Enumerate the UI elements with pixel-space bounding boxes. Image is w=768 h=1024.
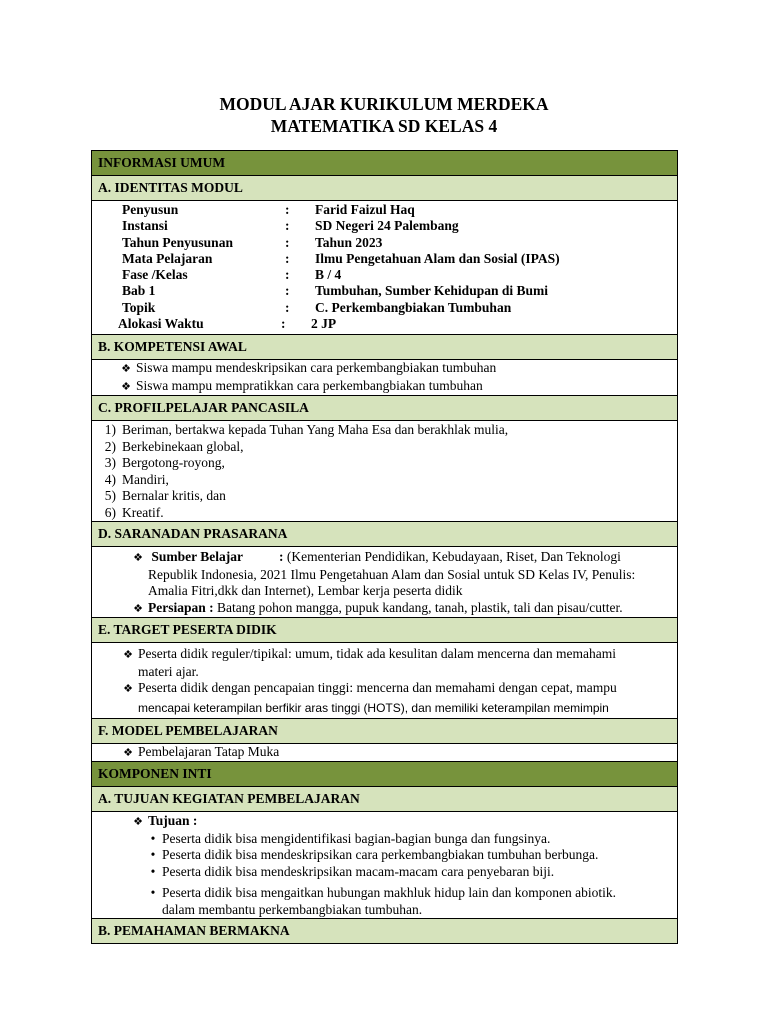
diamond-bullet-icon: ❖ [123, 683, 133, 695]
sumber-belajar-text-3: Amalia Fitri,dkk dan Internet), Lembar kerja peserta didik [148, 583, 463, 598]
kompetensi-item [116, 360, 677, 378]
identitas-row [92, 218, 677, 234]
kompetensi-item [116, 378, 677, 396]
identitas-value: Farid Faizul Haq [315, 202, 415, 217]
identitas-colon: : [285, 283, 290, 299]
model-item [118, 744, 677, 762]
diamond-bullet-icon: ❖ [121, 363, 131, 375]
profil-item-text: Beriman, bertakwa kepada Tuhan Yang Maha Esa dan berakhlak mulia, [122, 422, 509, 437]
profil-body [92, 421, 678, 522]
sarana-body [92, 547, 678, 618]
tujuan-item-cont: dalam membantu perkembangbiakan tumbuhan. [162, 901, 423, 917]
identitas-colon: : [285, 234, 290, 250]
profil-item [94, 439, 677, 456]
tujuan-item-text: Peserta didik bisa mendeskripsikan macam-macam cara penyebaran biji. [162, 863, 555, 879]
identitas-label: Penyusun [122, 202, 179, 217]
bullet-icon: • [150, 863, 156, 879]
tujuan-item-text: Peserta didik bisa mengidentifikasi bagian-bagian bunga dan fungsinya. [162, 830, 551, 846]
profil-list [92, 422, 677, 521]
tujuan-label: Tujuan : [148, 813, 198, 828]
target-item-2 [118, 680, 663, 698]
profil-item [94, 472, 677, 489]
identitas-row [92, 283, 677, 299]
identitas-row [92, 235, 677, 251]
section-tujuan-kegiatan: A. TUJUAN KEGIATAN PEMBELAJARAN [92, 787, 678, 812]
section-informasi-umum: INFORMASI UMUM [92, 151, 678, 176]
sumber-belajar-text-2: Republik Indonesia, 2021 Ilmu Pengetahuan Alam dan Sosial untuk SD Kelas IV, Penulis: [148, 566, 636, 582]
model-item-text: Pembelajaran Tatap Muka [138, 743, 280, 759]
kompetensi-item-text: Siswa mampu mendeskripsikan cara perkembangbiakan tumbuhan [136, 360, 497, 375]
diamond-bullet-icon: ❖ [123, 746, 133, 759]
kompetensi-item-text: Siswa mampu mempratikkan cara perkembangbiakan tumbuhan [136, 377, 483, 393]
profil-item-text: Bernalar kritis, dan [122, 488, 226, 503]
tujuan-item-text: Peserta didik bisa mengaitkan hubungan makhluk hidup lain dan komponen abiotik. [162, 885, 617, 900]
profil-item-text: Kreatif. [122, 504, 164, 520]
identitas-label: Bab 1 [122, 283, 156, 299]
profil-item-number: 5) [104, 488, 116, 503]
identitas-row [92, 316, 677, 332]
bullet-icon: • [150, 830, 156, 846]
sumber-belajar-label: Sumber Belajar [151, 549, 243, 564]
identitas-label: Mata Pelajaran [122, 250, 213, 266]
document-title: MODUL AJAR KURIKULUM MERDEKA [219, 94, 549, 114]
tujuan-item [144, 864, 677, 881]
target-item-2-text: Peserta didik dengan pencapaian tinggi: mencerna dan memahami dengan cepat, mampu [138, 680, 617, 695]
persiapan-label: Persiapan : [148, 599, 214, 615]
tujuan-list [92, 831, 677, 919]
identitas-colon: : [281, 316, 286, 332]
tujuan-label-line [128, 813, 677, 831]
section-target-peserta-didik: E. TARGET PESERTA DIDIK [92, 618, 678, 643]
profil-item [94, 505, 677, 522]
target-item-2-cont: mencapai keterampilan berfikir aras tinggi (HOTS), dan memiliki keterampilan memimpin [138, 700, 609, 715]
identitas-value: C. Perkembangbiakan Tumbuhan [315, 299, 512, 315]
section-komponen-inti: KOMPONEN INTI [92, 762, 678, 787]
profil-item-text: Berkebinekaan global, [122, 438, 244, 454]
identitas-value: Ilmu Pengetahuan Alam dan Sosial (IPAS) [315, 250, 560, 266]
tujuan-item [144, 847, 677, 864]
persiapan-text: Batang pohon mangga, pupuk kandang, tanah, plastik, tali dan pisau/cutter. [213, 599, 623, 615]
identitas-body [92, 201, 678, 335]
section-identitas-modul: A. IDENTITAS MODUL [92, 176, 678, 201]
identitas-label: Alokasi Waktu [118, 316, 204, 332]
profil-item-number: 6) [104, 504, 116, 520]
identitas-colon: : [285, 202, 290, 217]
profil-item-text: Mandiri, [122, 471, 169, 487]
identitas-colon: : [285, 218, 290, 234]
sumber-belajar-colon: : [279, 549, 284, 564]
identitas-row [92, 300, 677, 316]
diamond-bullet-icon: ❖ [133, 602, 143, 615]
profil-item-number: 3) [104, 455, 116, 470]
section-model-pembelajaran: F. MODEL PEMBELAJARAN [92, 718, 678, 743]
profil-item [94, 422, 677, 439]
identitas-row [92, 267, 677, 283]
diamond-bullet-icon: ❖ [121, 380, 131, 393]
identitas-label: Tahun Penyusunan [122, 234, 233, 250]
identitas-list [92, 202, 677, 332]
tujuan-item [144, 831, 677, 848]
identitas-colon: : [285, 267, 290, 283]
section-kompetensi-awal: B. KOMPETENSI AWAL [92, 335, 678, 360]
sumber-belajar-text-1: (Kementerian Pendidikan, Kebudayaan, Riset, Dan Teknologi [286, 549, 621, 564]
profil-item-text: Bergotong-royong, [122, 455, 225, 470]
identitas-value: 2 JP [311, 316, 337, 332]
target-item-1 [118, 646, 663, 664]
tujuan-body [92, 812, 678, 919]
kompetensi-body [92, 360, 678, 396]
identitas-colon: : [285, 299, 290, 315]
target-body [92, 643, 678, 719]
section-sarana-prasarana: D. SARANADAN PRASARANA [92, 522, 678, 547]
model-list [92, 744, 677, 762]
identitas-value: Tumbuhan, Sumber Kehidupan di Bumi [315, 283, 548, 299]
model-body [92, 743, 678, 762]
section-pemahaman-bermakna: B. PEMAHAMAN BERMAKNA [92, 919, 678, 944]
profil-item [94, 488, 677, 505]
profil-item [94, 455, 677, 472]
bullet-icon: • [150, 885, 156, 900]
target-item-1-cont: materi ajar. [138, 663, 199, 679]
target-item-1-text: Peserta didik reguler/tipikal: umum, tidak ada kesulitan dalam mencerna dan memahami [138, 646, 616, 661]
document-subtitle: MATEMATIKA SD KELAS 4 [270, 116, 498, 136]
diamond-bullet-icon: ❖ [133, 816, 143, 828]
identitas-colon: : [285, 250, 290, 266]
diamond-bullet-icon: ❖ [133, 552, 143, 564]
module-table [91, 150, 678, 944]
persiapan-line [128, 600, 659, 618]
profil-item-number: 4) [104, 471, 116, 487]
sumber-belajar-line [128, 549, 659, 567]
identitas-value: Tahun 2023 [315, 234, 383, 250]
tujuan-item [144, 885, 677, 902]
section-profil-pancasila: C. PROFILPELAJAR PANCASILA [92, 396, 678, 421]
profil-item-number: 1) [104, 422, 116, 437]
profil-item-number: 2) [104, 438, 116, 454]
identitas-row [92, 202, 677, 218]
tujuan-item-text: Peserta didik bisa mendeskripsikan cara perkembangbiakan tumbuhan berbunga. [162, 847, 599, 862]
identitas-value: B / 4 [315, 267, 342, 283]
identitas-row [92, 251, 677, 267]
identitas-label: Fase /Kelas [122, 267, 188, 283]
identitas-label: Topik [122, 299, 156, 315]
identitas-label: Instansi [122, 218, 168, 234]
bullet-icon: • [150, 847, 156, 862]
identitas-value: SD Negeri 24 Palembang [315, 218, 459, 234]
diamond-bullet-icon: ❖ [123, 649, 133, 661]
kompetensi-list [92, 360, 677, 395]
